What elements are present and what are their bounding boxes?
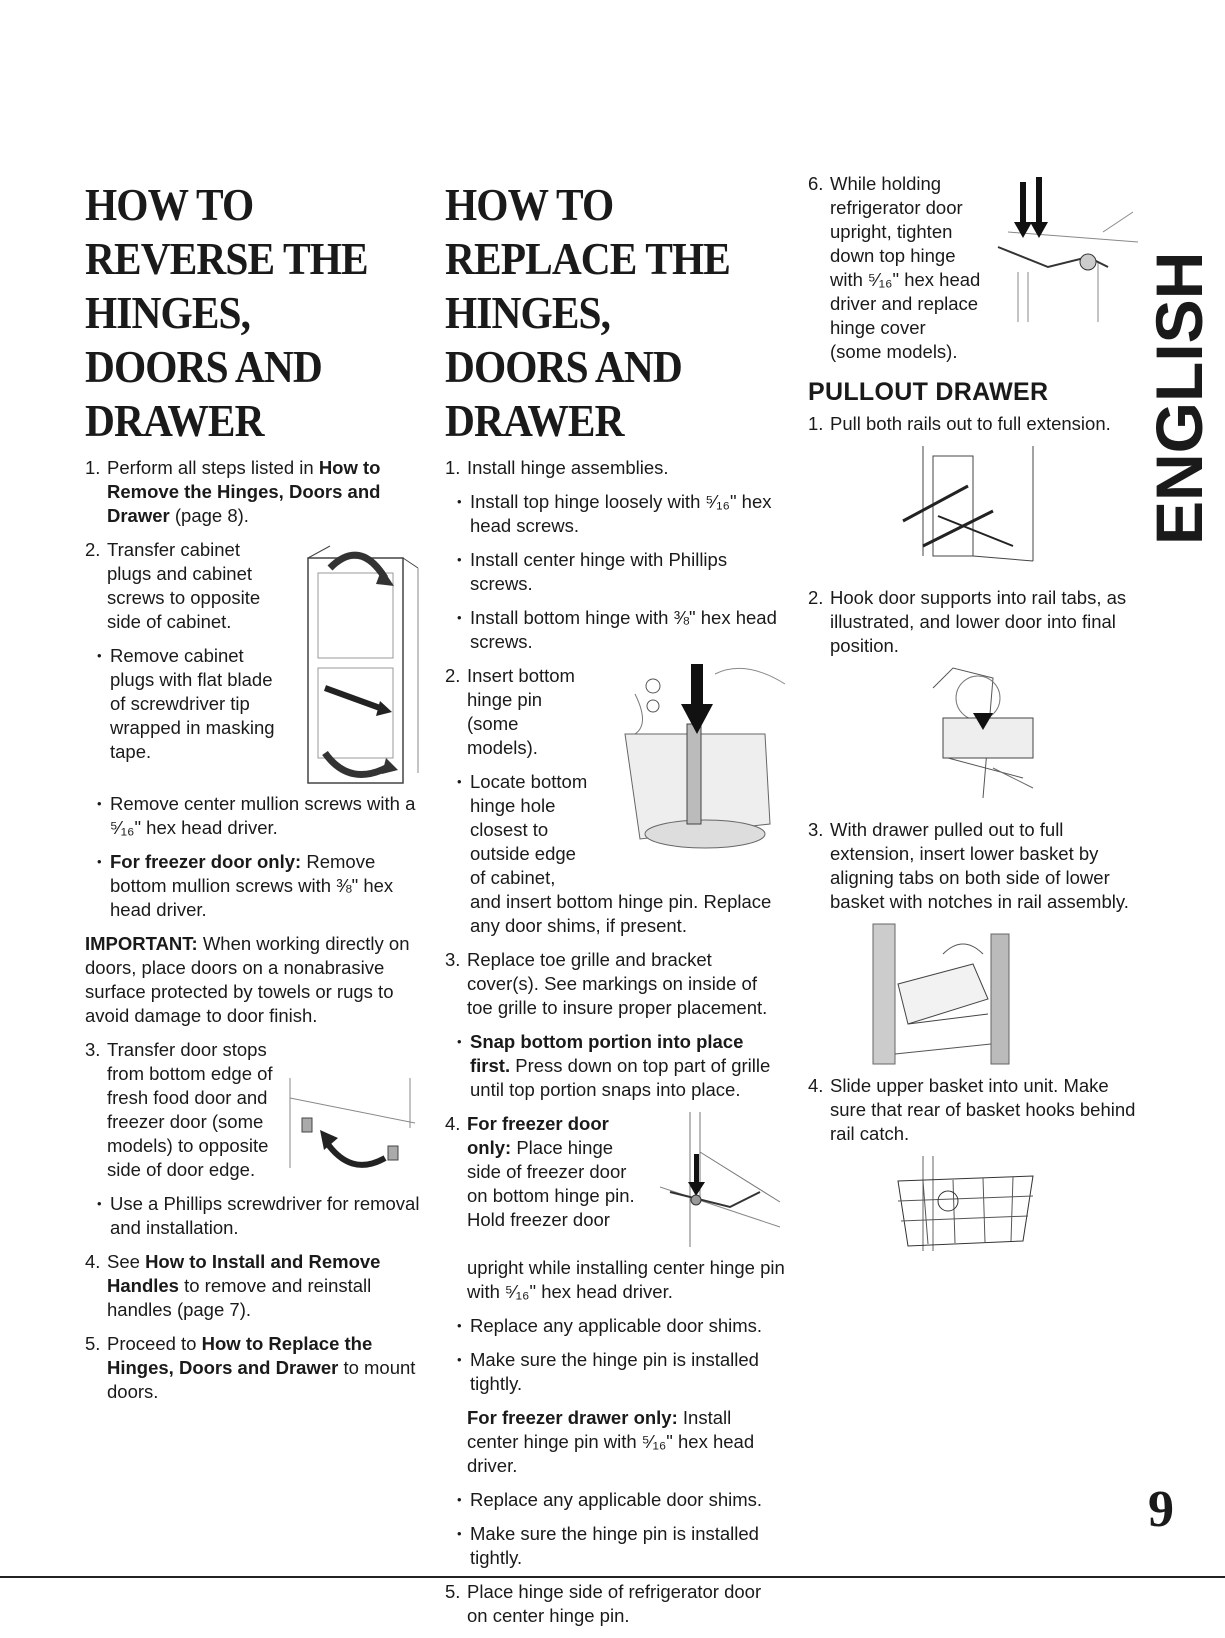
freezer-drawer-note [445,1406,785,1478]
step-text: Place hinge side of freezer door on bottom hinge pin. Hold freezer door [467,1137,635,1230]
drawer-step-2 [808,586,1138,658]
step-text: Install hinge assemblies. [467,457,669,478]
step-1 [445,456,785,480]
bullet-text: Replace any applicable door shims. [470,1489,763,1510]
step-text: Place hinge side of refrigerator door on center hinge pin. [467,1581,762,1626]
heading-replace-hinges [445,178,751,448]
step-number: 1. [808,413,824,434]
step-number: 4. [85,1251,101,1272]
step-1 [85,456,420,528]
step-text: Transfer door stops from bottom edge of fresh food door and freezer door (some models) to opposite side of door edge. [107,1039,273,1180]
heading-line: HINGES, DOORS AND [85,287,322,392]
step-2 [445,664,785,760]
upper-basket-illustration [893,1156,1043,1256]
step-number: 5. [85,1333,101,1354]
step-5 [445,1580,785,1628]
step-4 [445,1112,785,1232]
bullet-remove-plugs [97,644,420,764]
important-label: IMPORTANT: [85,933,198,954]
bullet-door-shims [457,1314,785,1338]
drawer-step-3 [808,818,1138,914]
bullet-pin-tight [457,1348,785,1396]
step-number: 4. [445,1113,461,1134]
step-4 [85,1250,420,1322]
bullet-text: Remove center mullion screws with a ⁵⁄₁₆" hex head driver. [110,793,416,838]
step-text: See [107,1251,146,1272]
step-text: Pull both rails out to full extension. [830,413,1111,434]
bullet-text: Replace any applicable door shims. [470,1315,763,1336]
bullet-text: and insert bottom hinge pin. Replace any door shims, if present. [470,891,772,936]
step-text: to remove and reinstall handles (page 7). [107,1275,372,1320]
bullet-text: Make sure the hinge pin is installed tightly. [470,1523,759,1568]
subheading-pullout-drawer: PULLOUT DRAWER [808,378,1049,406]
bullet-bottom-hinge [457,606,785,654]
note-bold: For freezer drawer only: [467,1407,678,1428]
language-tab [1142,251,1220,550]
drawer-step-1 [808,412,1138,436]
step-5 [85,1332,420,1404]
step-text: Transfer cabinet plugs and cabinet screws to opposite side of cabinet. [107,539,261,632]
step-link-text: How to Replace the Hinges, Doors and Drawer [107,1333,373,1378]
step-text: Insert bottom hinge pin (some models). [467,665,575,758]
step-link-text: How to Install and Remove Handles [107,1251,381,1296]
step-text: upright while installing center hinge pin with ⁵⁄₁₆" hex head driver. [467,1257,785,1302]
bullet-text: Press down on top part of grille until top portion snaps into place. [470,1055,771,1100]
important-note [85,932,420,1028]
step-number: 3. [445,949,461,970]
bottom-rule [0,1576,1225,1578]
bullet-text: Remove bottom mullion screws with ⅜" hex head driver. [110,851,394,920]
step-text: to mount doors. [107,1357,416,1402]
bullet-snap-bottom [457,1030,785,1102]
step-number: 5. [445,1581,461,1602]
heading-line: HINGES, DOORS AND [445,287,682,392]
bullet-text: Install top hinge loosely with ⁵⁄₁₆" hex head screws. [470,491,772,536]
bullet-pin-tight-2 [457,1522,785,1570]
step-link-text: How to Remove the Hinges, Doors and Drawer [107,457,381,526]
door-supports-illustration [923,668,1043,808]
step-number: 2. [808,587,824,608]
bullet-text: Install center hinge with Phillips screws. [470,549,728,594]
drawer-step-4 [808,1074,1138,1146]
step-6 [808,172,1138,364]
heading-line: HOW TO REVERSE THE [85,179,368,284]
door-stops-illustration [280,1068,420,1188]
step-text: Proceed to [107,1333,202,1354]
step-number: 1. [445,457,461,478]
step-bold: For freezer door only: [467,1113,609,1158]
freezer-door-hinge-illustration [650,1112,785,1252]
bullet-door-shims-2 [457,1488,785,1512]
heading-reverse-hinges [85,178,387,448]
language-tab-label: ENGLISH [1142,251,1216,545]
bullet-freezer-door-only [97,850,420,922]
bullet-text: Remove cabinet plugs with flat blade of screwdriver tip wrapped in masking tape. [110,645,275,762]
step-text: Replace toe grille and bracket cover(s). See markings on inside of toe grille to insure proper placement. [467,949,768,1018]
step-4-cont [445,1256,785,1304]
page-number: 9 [1148,1481,1174,1538]
lower-basket-illustration [873,924,1013,1064]
step-number: 6. [808,173,824,194]
heading-line: DRAWER [85,395,264,446]
step-text: (page 8). [169,505,249,526]
top-hinge-illustration [988,172,1138,322]
bullet-bold: Snap bottom portion into place first. [470,1031,744,1076]
bullet-text: Use a Phillips screwdriver for removal and installation. [110,1193,420,1238]
bullet-remove-mullion [97,792,420,840]
bullet-text: Make sure the hinge pin is installed tightly. [470,1349,759,1394]
step-number: 4. [808,1075,824,1096]
step-number: 2. [85,539,101,560]
important-text: When working directly on doors, place doors on a nonabrasive surface protected by towels or rugs to avoid damage to door finish. [85,933,410,1026]
bullet-phillips [97,1192,420,1240]
bullet-center-hinge [457,548,785,596]
column-reverse-hinges [85,178,420,1414]
rails-extension-illustration [893,446,1073,576]
step-text: Hook door supports into rail tabs, as illustrated, and lower door into final position. [830,587,1127,656]
column-pullout-drawer [808,172,1138,1266]
step-text: With drawer pulled out to full extension, insert lower basket by aligning tabs on both side of lower basket with notches in rail assembly. [830,819,1129,912]
step-number: 3. [808,819,824,840]
bullet-bold: For freezer door only: [110,851,302,872]
bullet-text: Locate bottom hinge hole closest to outside edge of cabinet, [470,771,588,888]
bullet-locate-hole [457,770,785,890]
step-text: Slide upper basket into unit. Make sure that rear of basket hooks behind rail catch. [830,1075,1136,1144]
bullet-text: Install bottom hinge with ⅜" hex head screws. [470,607,777,652]
step-number: 3. [85,1039,101,1060]
step-number: 1. [85,457,101,478]
step-2 [85,538,420,634]
heading-line: HOW TO REPLACE THE [445,179,730,284]
step-3 [85,1038,420,1182]
bullet-top-hinge [457,490,785,538]
note-text: Install center hinge pin with ⁵⁄₁₆" hex head driver. [467,1407,755,1476]
column-replace-hinges [445,178,785,1638]
step-number: 2. [445,665,461,686]
bullet-locate-hole-cont [457,890,785,938]
step-text: While holding refrigerator door upright, tighten down top hinge with ⁵⁄₁₆" hex head driver and replace hinge cover (some models). [830,173,981,362]
step-text: Perform all steps listed in [107,457,319,478]
heading-line: DRAWER [445,395,624,446]
step-3 [445,948,785,1020]
